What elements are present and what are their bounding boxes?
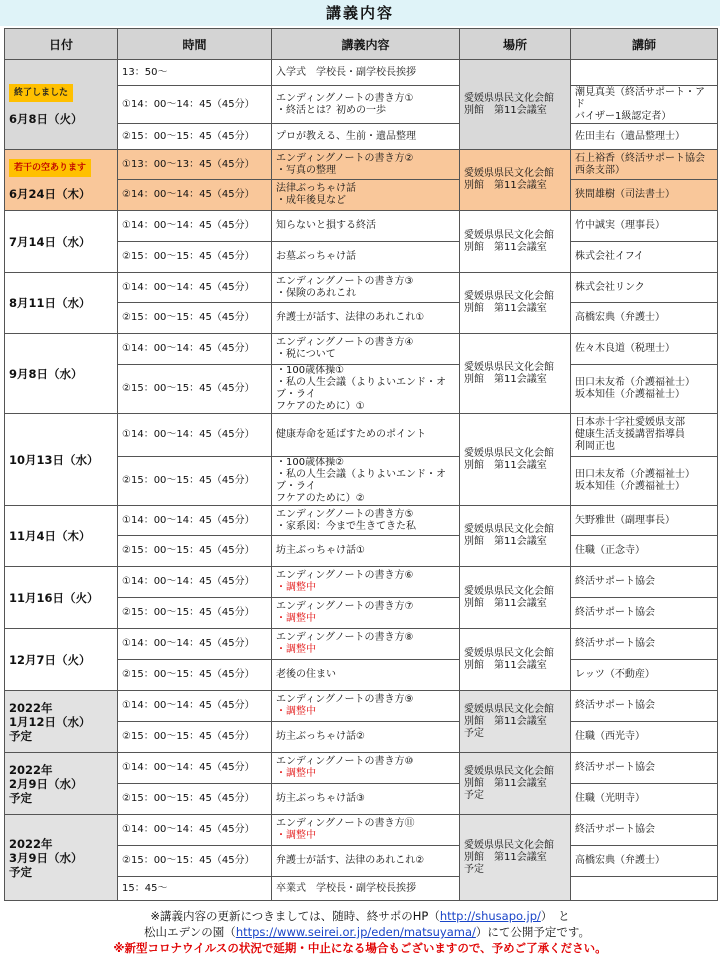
session-time: ②15：00～15：45（45分） (118, 457, 272, 506)
content-text: 入学式 学校長・副学校長挨拶 (276, 66, 416, 78)
session-lecturer: 終活サポート協会 (571, 598, 718, 629)
session-content (272, 124, 460, 150)
session-lecturer: 住職（西光寺） (571, 722, 718, 753)
session-time: ②15：00～15：45（45分） (118, 242, 272, 273)
date-label: 8月11日（水） (9, 296, 91, 310)
schedule-body (5, 60, 718, 901)
table-row (5, 753, 718, 784)
session-date (5, 691, 118, 753)
table-row (5, 815, 718, 846)
page-title: 講義内容 (0, 0, 720, 26)
session-time: 13：50～ (118, 60, 272, 86)
note-line-1-suffix: ） と (540, 909, 570, 923)
session-content (272, 334, 460, 365)
session-time: ①13：00～13：45（45分） (118, 150, 272, 180)
session-place: 愛媛県県民文化会館 別館 第11会議室 (460, 60, 571, 150)
session-lecturer: 狭間雄樹（司法書士） (571, 180, 718, 211)
session-date (5, 629, 118, 691)
date-label: 2022年 1月12日（水） 予定 (9, 700, 91, 743)
session-lecturer: 終活サポート協会 (571, 815, 718, 846)
session-place: 愛媛県県民文化会館 別館 第11会議室 予定 (460, 753, 571, 815)
table-row (5, 691, 718, 722)
content-text: 老後の住まい (276, 669, 336, 680)
content-text: 坊主ぶっちゃけ話② (276, 731, 365, 742)
table-row (5, 211, 718, 242)
session-time: ①14：00～14：45（45分） (118, 414, 272, 457)
session-lecturer: 佐田圭右（遺品整理士） (571, 124, 718, 150)
session-content (272, 753, 460, 784)
session-content (272, 180, 460, 211)
header-place: 場所 (460, 29, 571, 60)
session-place: 愛媛県県民文化会館 別館 第11会議室 (460, 211, 571, 273)
date-label: 12月7日（火） (9, 652, 91, 667)
session-lecturer: 終活サポート協会 (571, 629, 718, 660)
session-place: 愛媛県県民文化会館 別館 第11会議室 (460, 506, 571, 567)
session-lecturer: 株式会社イフイ (571, 242, 718, 273)
session-place: 愛媛県県民文化会館 別館 第11会議室 (460, 273, 571, 334)
session-content (272, 60, 460, 86)
session-place: 愛媛県県民文化会館 別館 第11会議室 予定 (460, 691, 571, 753)
session-place: 愛媛県県民文化会館 別館 第11会議室 (460, 334, 571, 414)
date-label: 10月13日（水） (9, 452, 99, 467)
session-time: ①14：00～14：45（45分） (118, 567, 272, 598)
content-text: 弁護士が話す、法律のあれこれ① (276, 312, 425, 323)
eden-link[interactable]: https://www.seirei.or.jp/eden/matsuyama/ (235, 925, 476, 939)
adjusting-note: ・調整中 (276, 613, 316, 624)
session-content (272, 784, 460, 815)
table-header-row (5, 29, 718, 60)
note-line-1 (0, 908, 720, 924)
content-text: エンディングノートの書き方⑥ (276, 570, 414, 581)
session-lecturer: レッツ（不動産） (571, 660, 718, 691)
adjusting-note: ・調整中 (276, 830, 316, 841)
session-date (5, 414, 118, 506)
session-lecturer: 終活サポート協会 (571, 753, 718, 784)
session-lecturer: 住職（光明寺） (571, 784, 718, 815)
content-text: エンディングノートの書き方⑤ ・家系図：今まで生きてきた私 (276, 508, 416, 532)
session-content (272, 242, 460, 273)
note-line-2 (0, 924, 720, 940)
table-row (5, 60, 718, 86)
session-time: ②15：00～15：45（45分） (118, 536, 272, 567)
adjusting-note: ・調整中 (276, 768, 316, 779)
session-date (5, 273, 118, 334)
date-label: 6月24日（木） (9, 187, 91, 201)
session-date (5, 753, 118, 815)
session-time: ①14：00～14：45（45分） (118, 211, 272, 242)
session-time: ②14：00～14：45（45分） (118, 180, 272, 211)
date-label: 11月4日（木） (9, 529, 91, 543)
session-place: 愛媛県県民文化会館 別館 第11会議室 (460, 567, 571, 629)
content-text: 弁護士が話す、法律のあれこれ② (276, 855, 425, 866)
session-lecturer: 佐々木良道（税理士） (571, 334, 718, 365)
session-lecturer: 田口未友希（介護福祉士） 坂本知佳（介護福祉士） (571, 457, 718, 506)
session-content (272, 722, 460, 753)
schedule-table (4, 28, 718, 901)
session-time: ①14：00～14：45（45分） (118, 86, 272, 124)
session-place: 愛媛県県民文化会館 別館 第11会議室 (460, 150, 571, 211)
content-text: 坊主ぶっちゃけ話① (276, 545, 365, 556)
note-line-1-prefix: ※講義内容の更新につきましては、随時、終サポのHP（ (150, 909, 440, 923)
session-content (272, 567, 460, 598)
session-date (5, 334, 118, 414)
session-content (272, 365, 460, 414)
note-line-2-prefix: 松山エデンの園（ (144, 925, 236, 939)
session-content (272, 660, 460, 691)
session-lecturer: 石上裕香（終活サポート協会 西条支部） (571, 150, 718, 180)
content-text: プロが教える、生前・遺品整理 (276, 130, 416, 142)
session-time: ②15：00～15：45（45分） (118, 124, 272, 150)
note-line-2-suffix: ）にて公開予定です。 (475, 925, 590, 939)
session-lecturer: 潮見真美（終活サポート・アド バイザー1級認定者） (571, 86, 718, 124)
session-lecturer (571, 60, 718, 86)
session-content (272, 211, 460, 242)
session-lecturer: 高橋宏典（弁護士） (571, 846, 718, 877)
table-row (5, 629, 718, 660)
session-content (272, 506, 460, 536)
session-date (5, 150, 118, 211)
table-row (5, 150, 718, 180)
session-content (272, 629, 460, 660)
content-text: お墓ぶっちゃけ話 (276, 251, 356, 262)
content-text: 法律ぶっちゃけ話 ・成年後見など (276, 183, 356, 206)
session-time: ②15：00～15：45（45分） (118, 784, 272, 815)
session-content (272, 303, 460, 334)
session-time: ①14：00～14：45（45分） (118, 815, 272, 846)
adjusting-note: ・調整中 (276, 644, 316, 655)
session-content (272, 691, 460, 722)
session-lecturer: 終活サポート協会 (571, 567, 718, 598)
footer-notes (0, 908, 720, 956)
date-label: 2022年 2月9日（水） 予定 (9, 762, 83, 805)
table-row (5, 567, 718, 598)
table-row (5, 273, 718, 303)
header-lecturer: 講師 (571, 29, 718, 60)
session-content (272, 536, 460, 567)
session-lecturer (571, 877, 718, 901)
table-row (5, 414, 718, 457)
session-time: ②15：00～15：45（45分） (118, 722, 272, 753)
date-label: 7月14日（水） (9, 234, 91, 249)
session-time: 15：45～ (118, 877, 272, 901)
session-time: ①14：00～14：45（45分） (118, 753, 272, 784)
session-lecturer: 住職（正念寺） (571, 536, 718, 567)
session-place: 愛媛県県民文化会館 別館 第11会議室 予定 (460, 815, 571, 901)
content-text: エンディングノートの書き方② ・写真の整理 (276, 152, 414, 176)
content-text: ・100歳体操① ・私の人生会議（よりよいエンド・オブ・ライ フケアのために）① (276, 365, 446, 412)
session-content (272, 598, 460, 629)
session-lecturer: 終活サポート協会 (571, 691, 718, 722)
content-text: ・100歳体操② ・私の人生会議（よりよいエンド・オブ・ライ フケアのために）② (276, 457, 446, 504)
header-time: 時間 (118, 29, 272, 60)
date-label: 9月8日（水） (9, 366, 83, 381)
session-time: ①14：00～14：45（45分） (118, 334, 272, 365)
date-label: 2022年 3月9日（水） 予定 (9, 836, 83, 879)
session-date (5, 567, 118, 629)
session-time: ①14：00～14：45（45分） (118, 506, 272, 536)
session-content (272, 414, 460, 457)
session-date (5, 506, 118, 567)
session-lecturer: 竹中誠実（理事長） (571, 211, 718, 242)
session-content (272, 150, 460, 180)
header-date: 日付 (5, 29, 118, 60)
adjusting-note: ・調整中 (276, 582, 316, 593)
covid-warning: ※新型コロナウイルスの状況で延期・中止になる場合もございますので、予めご了承ください。 (113, 941, 607, 955)
session-lecturer: 高橋宏典（弁護士） (571, 303, 718, 334)
content-text: エンディングノートの書き方① ・終活とは？初めの一歩 (276, 92, 414, 116)
content-text: エンディングノートの書き方④ ・税について (276, 337, 414, 360)
date-label: 11月16日（火） (9, 590, 99, 605)
session-place: 愛媛県県民文化会館 別館 第11会議室 (460, 414, 571, 506)
content-text: 卒業式 学校長・副学校長挨拶 (276, 882, 416, 894)
table-row (5, 506, 718, 536)
session-content (272, 457, 460, 506)
content-text: 知らないと損する終活 (276, 220, 376, 231)
session-time: ②15：00～15：45（45分） (118, 598, 272, 629)
session-date (5, 60, 118, 150)
session-lecturer: 日本赤十字社愛媛県支部 健康生活支援講習指導員 利岡正也 (571, 414, 718, 457)
session-time: ①14：00～14：45（45分） (118, 273, 272, 303)
table-row (5, 334, 718, 365)
session-content (272, 877, 460, 901)
session-lecturer: 矢野雅世（副理事長） (571, 506, 718, 536)
session-time: ①14：00～14：45（45分） (118, 629, 272, 660)
content-text: エンディングノートの書き方⑩ (276, 756, 414, 767)
session-time: ②15：00～15：45（45分） (118, 365, 272, 414)
date-label: 6月8日（火） (9, 111, 83, 126)
content-text: エンディングノートの書き方⑪ (276, 818, 415, 829)
session-time: ②15：00～15：45（45分） (118, 303, 272, 334)
shusapo-link[interactable]: http://shusapo.jp/ (439, 909, 541, 923)
content-text: エンディングノートの書き方⑦ (276, 601, 414, 612)
session-time: ②15：00～15：45（45分） (118, 846, 272, 877)
session-time: ①14：00～14：45（45分） (118, 691, 272, 722)
session-content (272, 86, 460, 124)
session-content (272, 846, 460, 877)
content-text: 坊主ぶっちゃけ話③ (276, 793, 365, 804)
status-badge: 若干の空あります (9, 159, 91, 177)
session-content (272, 273, 460, 303)
session-lecturer: 田口未友希（介護福祉士） 坂本知佳（介護福祉士） (571, 365, 718, 414)
session-place: 愛媛県県民文化会館 別館 第11会議室 (460, 629, 571, 691)
content-text: エンディングノートの書き方⑧ (276, 632, 414, 643)
session-lecturer: 株式会社リンク (571, 273, 718, 303)
session-date (5, 211, 118, 273)
adjusting-note: ・調整中 (276, 706, 316, 717)
session-content (272, 815, 460, 846)
header-content: 講義内容 (272, 29, 460, 60)
session-date (5, 815, 118, 901)
content-text: エンディングノートの書き方⑨ (276, 694, 414, 705)
content-text: 健康寿命を延ばすためのポイント (276, 429, 426, 440)
content-text: エンディングノートの書き方③ ・保険のあれこれ (276, 275, 414, 299)
session-time: ②15：00～15：45（45分） (118, 660, 272, 691)
status-badge: 終了しました (9, 84, 73, 102)
